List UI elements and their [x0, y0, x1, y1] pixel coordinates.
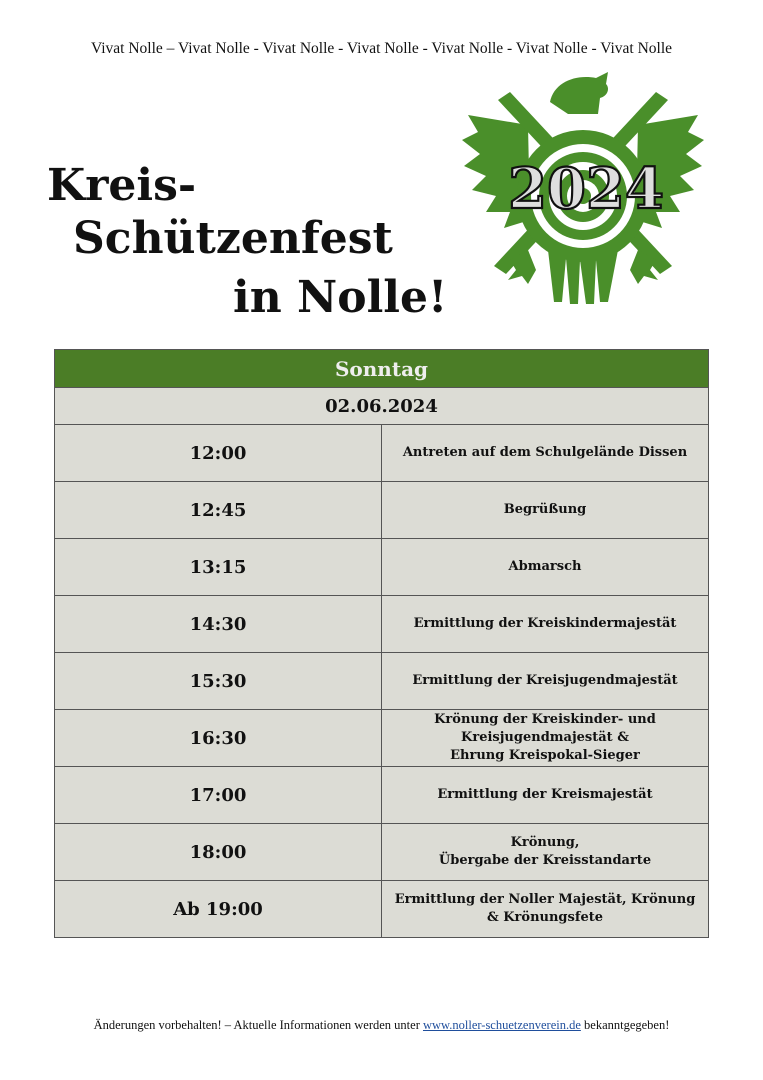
eagle-target-emblem-icon [458, 70, 708, 306]
schedule-time: 12:45 [55, 482, 382, 539]
schedule-row [55, 482, 709, 539]
schedule-row [55, 653, 709, 710]
schedule-time: 12:00 [55, 425, 382, 482]
title-line-1: Kreis- [47, 160, 197, 211]
schedule-day: Sonntag [55, 350, 709, 388]
schedule-row [55, 425, 709, 482]
page-title [0, 150, 460, 330]
schedule-date-row [55, 388, 709, 425]
schedule-time: Ab 19:00 [55, 881, 382, 938]
schedule-event: Ermittlung der Kreisjugendmajestät [382, 653, 709, 710]
schedule-row [55, 596, 709, 653]
schedule-time: 16:30 [55, 710, 382, 767]
schedule-date: 02.06.2024 [55, 388, 709, 425]
schedule-event: Krönung der Kreiskinder- und Kreisjugendmajestät & Ehrung Kreispokal-Sieger [382, 710, 709, 767]
footer-text-before: Änderungen vorbehalten! – Aktuelle Informationen werden unter [93, 1018, 423, 1032]
schedule-row [55, 824, 709, 881]
schedule-row [55, 767, 709, 824]
schedule-event: Ermittlung der Kreiskindermajestät [382, 596, 709, 653]
schedule-row [55, 881, 709, 938]
schedule-event: Krönung, Übergabe der Kreisstandarte [382, 824, 709, 881]
schedule-time: 13:15 [55, 539, 382, 596]
banner-text: Vivat Nolle – Vivat Nolle - Vivat Nolle - Vivat Nolle - Vivat Nolle - Vivat Nolle - Vivat Nolle [90, 40, 673, 57]
schedule-time: 17:00 [55, 767, 382, 824]
website-link[interactable]: www.noller-schuetzenverein.de [422, 1018, 581, 1032]
footer-text-after: bekanntgegeben! [580, 1018, 670, 1032]
schedule-row [55, 710, 709, 767]
schedule-event: Antreten auf dem Schulgelände Dissen [382, 425, 709, 482]
schedule-event: Begrüßung [382, 482, 709, 539]
schedule-event: Abmarsch [382, 539, 709, 596]
schedule-time: 14:30 [55, 596, 382, 653]
emblem-year: 2024 [508, 156, 664, 222]
footer [0, 1018, 763, 1033]
schedule-row [55, 539, 709, 596]
schedule-header-row [55, 350, 709, 388]
schedule-time: 15:30 [55, 653, 382, 710]
schedule-table [54, 349, 709, 938]
schedule-time: 18:00 [55, 824, 382, 881]
schedule-event: Ermittlung der Kreismajestät [382, 767, 709, 824]
title-line-3: in Nolle! [233, 272, 448, 323]
schedule-event: Ermittlung der Noller Majestät, Krönung & Krönungsfete [382, 881, 709, 938]
title-line-2: Schützenfest [73, 213, 393, 264]
